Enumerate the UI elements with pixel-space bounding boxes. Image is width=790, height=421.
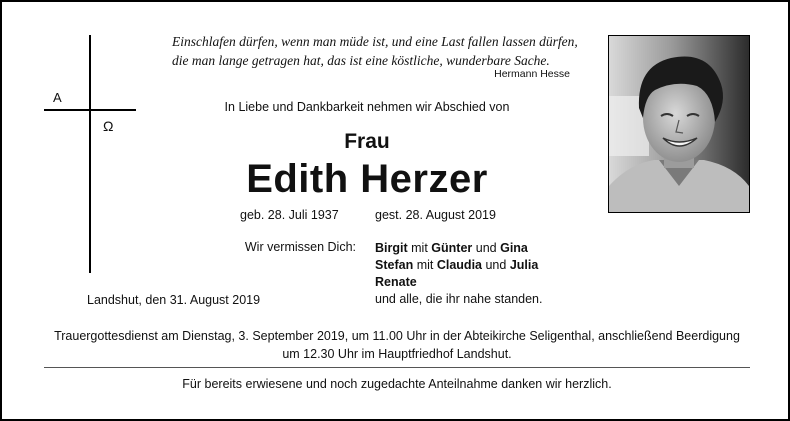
mourner-name: Claudia [436, 258, 482, 272]
quote-line-1: Einschlafen dürfen, wenn man müde ist, und eine Last fallen lassen dürfen, [172, 34, 578, 49]
mourners-line-2 [375, 257, 543, 274]
thanks-text: Für bereits erwiesene und noch zugedachte Anteilnahme danken wir herzlich. [182, 377, 612, 391]
funeral-service-info [22, 327, 772, 363]
mourners-list [375, 240, 543, 308]
mourners-line-4: und alle, die ihr nahe standen. [375, 292, 543, 306]
intro-text: In Liebe und Dankbarkeit nehmen wir Abschied von [224, 100, 510, 114]
quote-author: Hermann Hesse [494, 68, 570, 80]
mourner-name: Renate [375, 275, 417, 289]
deceased-name: Edith Herzer [246, 157, 488, 201]
birth-date: geb. 28. Juli 1937 [240, 208, 339, 222]
mourner-name: Julia [509, 258, 539, 272]
mourner-name: Stefan [375, 258, 414, 272]
mourners-line-3 [375, 274, 543, 291]
divider-line [44, 367, 750, 368]
omega-symbol: Ω [103, 118, 114, 134]
mourner-name: Birgit [375, 241, 408, 255]
death-date: gest. 28. August 2019 [375, 208, 496, 222]
service-line-1: Trauergottesdienst am Dienstag, 3. September 2019, um 11.00 Uhr in der Abteikirche Seligenthal, anschließend Beerdigung [54, 329, 740, 343]
mourner-connector: mit [411, 241, 428, 255]
mourner-name: Günter [431, 241, 473, 255]
cross-vertical-bar [89, 35, 91, 273]
salutation: Frau [344, 130, 390, 153]
mourner-connector: mit [416, 258, 434, 272]
mourner-connector: und [485, 258, 507, 272]
mourners-label: Wir vermissen Dich: [244, 240, 356, 254]
mourner-connector: und [475, 241, 497, 255]
alpha-symbol: A [53, 90, 62, 105]
quote [172, 32, 592, 70]
mourners-line-1 [375, 240, 543, 257]
service-line-2: um 12.30 Uhr im Hauptfriedhof Landshut. [282, 347, 512, 361]
quote-line-2: die man lange getragen hat, das ist eine köstliche, wunderbare Sache. [172, 53, 550, 68]
mourner-name: Gina [500, 241, 528, 255]
place-and-date: Landshut, den 31. August 2019 [87, 293, 261, 307]
